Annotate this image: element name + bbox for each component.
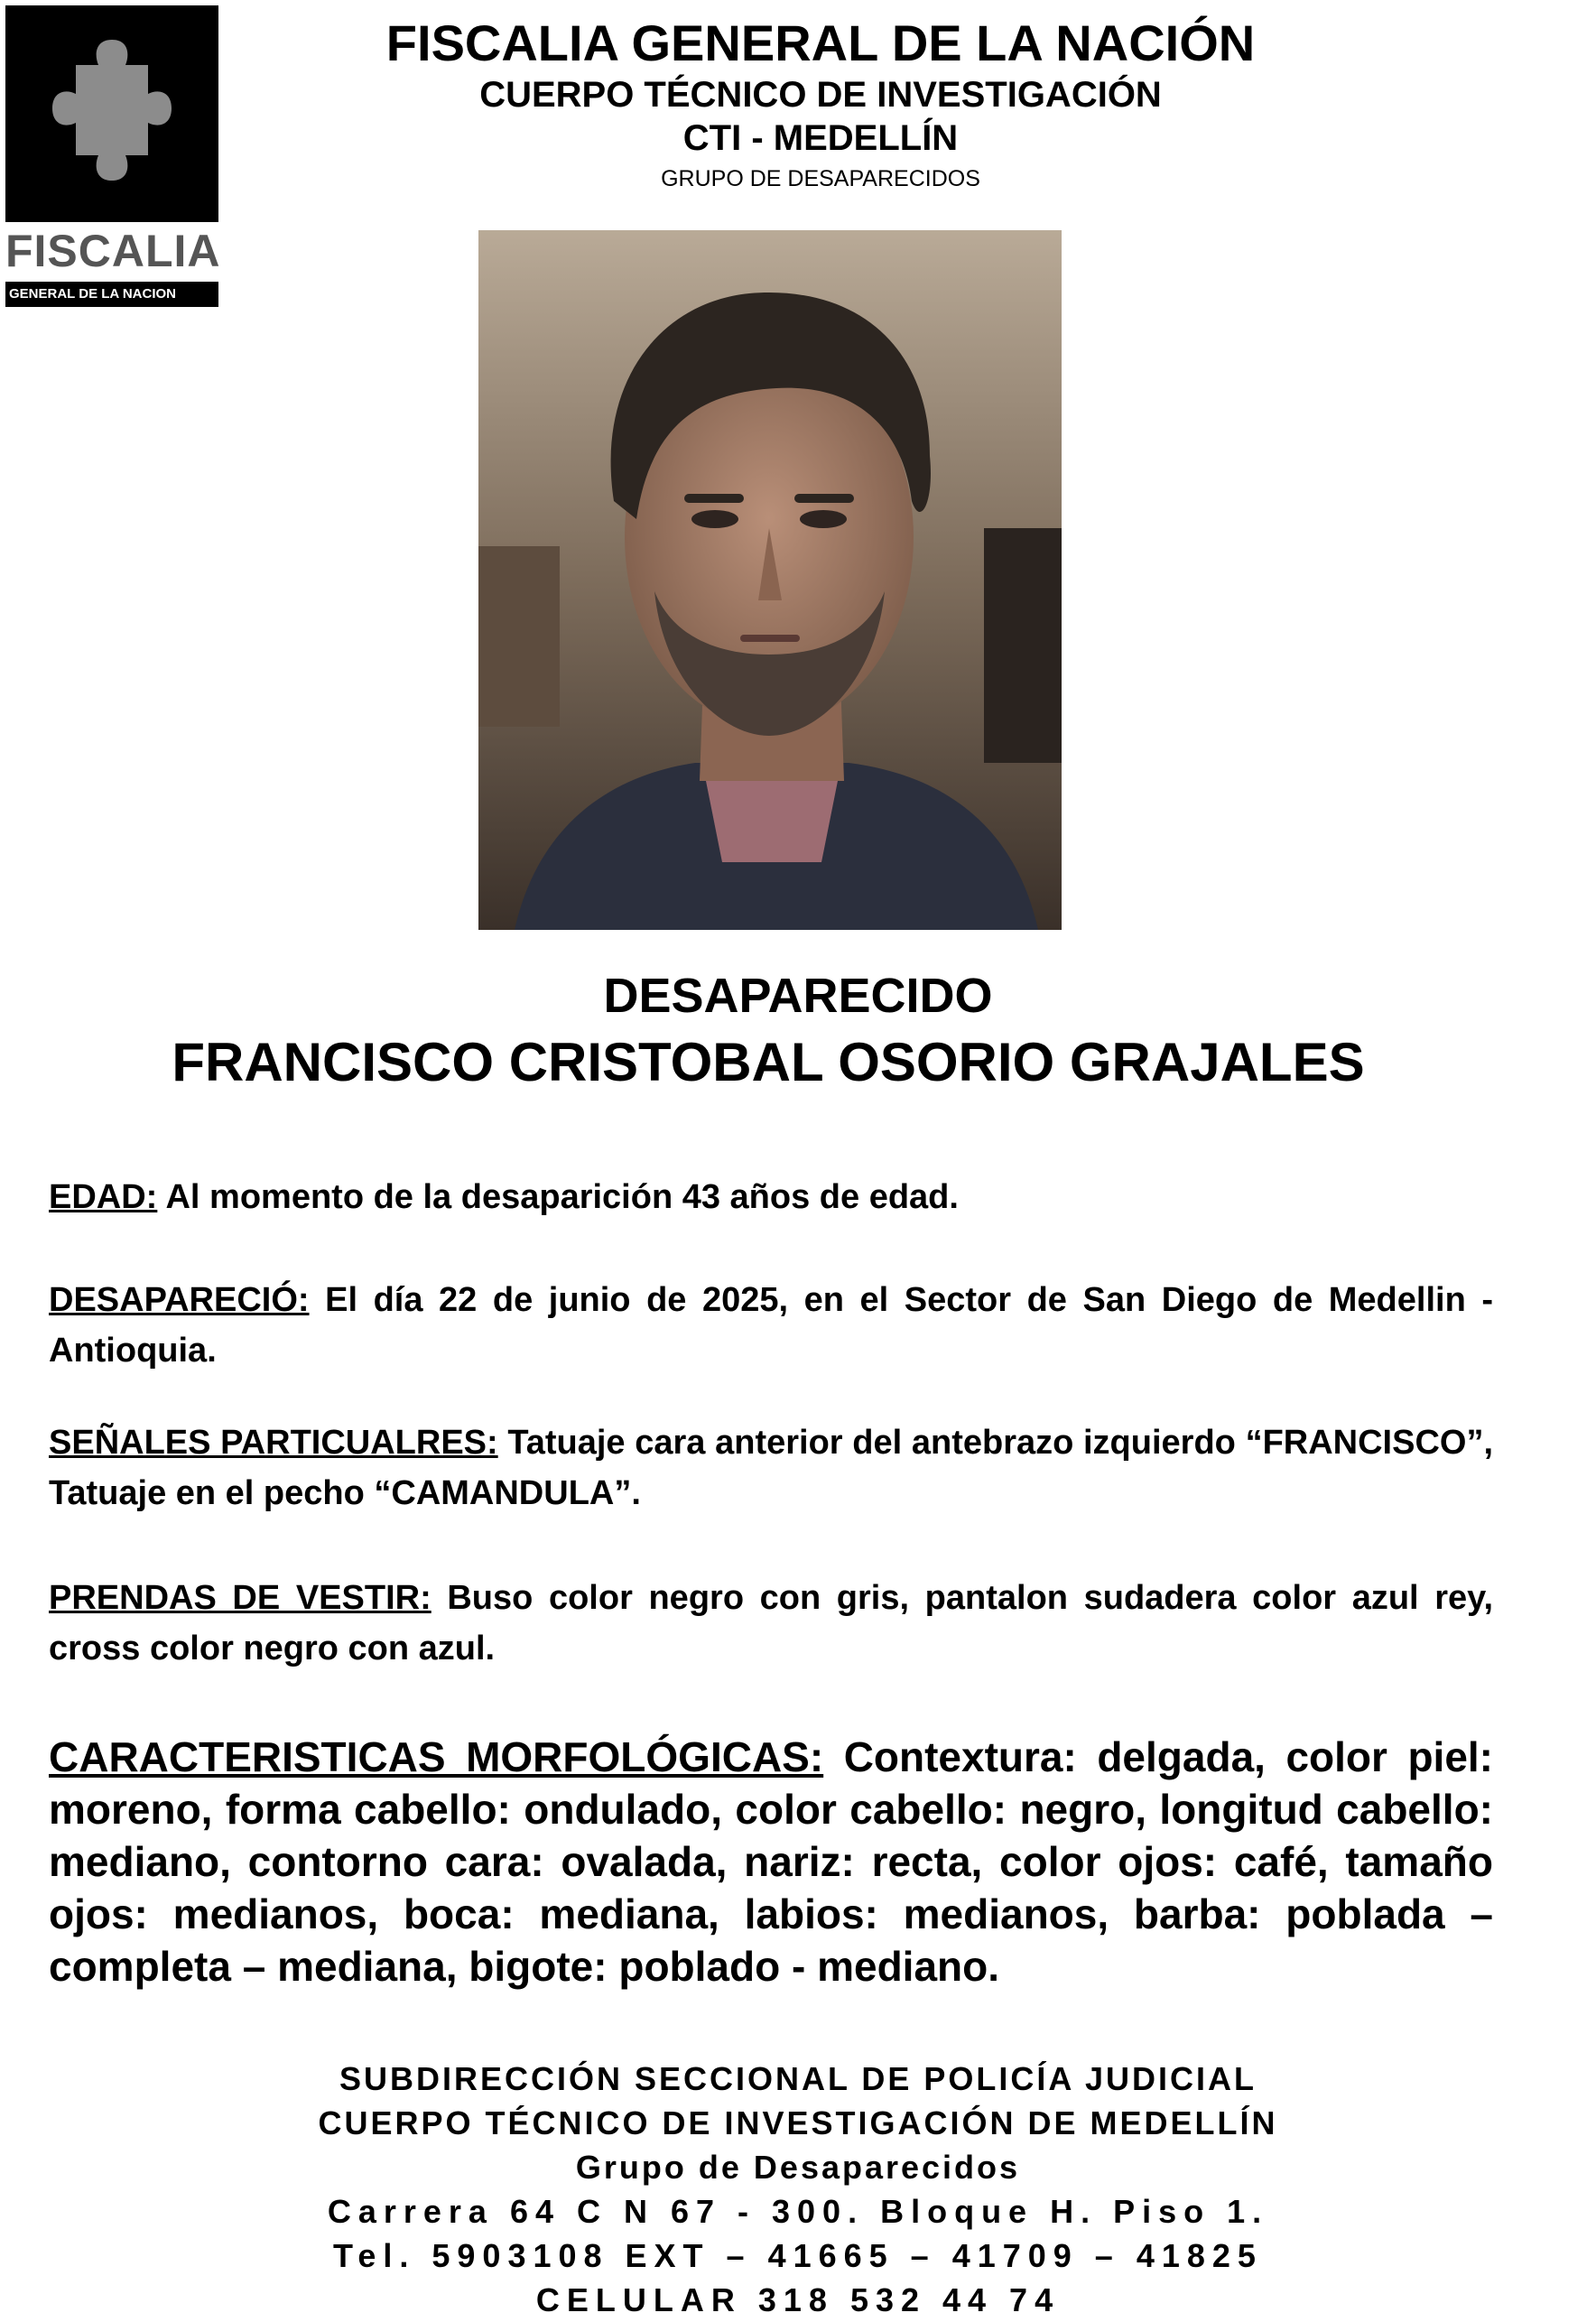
age-paragraph [49, 1172, 1493, 1222]
features-paragraph [49, 1731, 1493, 1992]
disappearance-label: DESAPARECIÓ: [49, 1281, 310, 1319]
footer-phone: Tel. 5903108 EXT – 41665 – 41709 – 41825 [333, 2237, 1263, 2274]
header-office: CTI - MEDELLÍN [682, 118, 959, 158]
logo-subtitle: GENERAL DE LA NACION [5, 282, 218, 307]
footer-group: Grupo de Desaparecidos [575, 2149, 1021, 2186]
disappearance-paragraph [49, 1275, 1493, 1376]
marks-label: SEÑALES PARTICUALRES: [49, 1424, 498, 1462]
clothing-paragraph [49, 1573, 1493, 1674]
marks-paragraph [49, 1417, 1493, 1519]
logo-wordmark: FISCALIA [5, 226, 221, 276]
header-department: CUERPO TÉCNICO DE INVESTIGACIÓN [479, 75, 1162, 115]
disappearance-text: El día 22 de junio de 2025, en el Sector de San Diego de Medellin - Antioquia. [49, 1281, 1493, 1370]
footer-mobile: CELULAR 318 532 44 74 [535, 2281, 1061, 2318]
footer-cti: CUERPO TÉCNICO DE INVESTIGACIÓN DE MEDELLÍN [318, 2104, 1278, 2141]
person-name: FRANCISCO CRISTOBAL OSORIO GRAJALES [172, 1032, 1365, 1092]
footer-subdirection: SUBDIRECCIÓN SECCIONAL DE POLICÍA JUDICIAL [339, 2060, 1257, 2097]
clothing-text: Buso color negro con gris, pantalon sudadera color azul rey, cross color negro con azul. [49, 1579, 1493, 1667]
features-label: CARACTERISTICAS MORFOLÓGICAS: [49, 1733, 824, 1780]
header-group: GRUPO DE DESAPARECIDOS [661, 166, 980, 191]
marks-text: Tatuaje cara anterior del antebrazo izquierdo “FRANCISCO”, Tatuaje en el pecho “CAMANDULA”. [49, 1424, 1494, 1512]
missing-person-photo [478, 230, 1062, 930]
header-institution: FISCALIA GENERAL DE LA NACIÓN [385, 14, 1256, 71]
status-title: DESAPARECIDO [603, 969, 993, 1023]
age-label: EDAD: [49, 1178, 158, 1216]
features-text: Contextura: delgada, color piel: moreno, forma cabello: ondulado, color cabello: negro, longitud cabello: mediano, contorno cara: ovalada, nariz: recta, color ojos: café, tamaño ojos: medianos, boca: mediana, labios: medianos, barba: poblada – completa – mediana, bigote: poblado - mediano. [49, 1733, 1494, 1990]
age-text: Al momento de la desaparición 43 años de edad. [157, 1178, 959, 1216]
clothing-label: PRENDAS DE VESTIR: [49, 1579, 431, 1617]
footer-address: Carrera 64 C N 67 - 300. Bloque H. Piso 1. [327, 2193, 1269, 2230]
